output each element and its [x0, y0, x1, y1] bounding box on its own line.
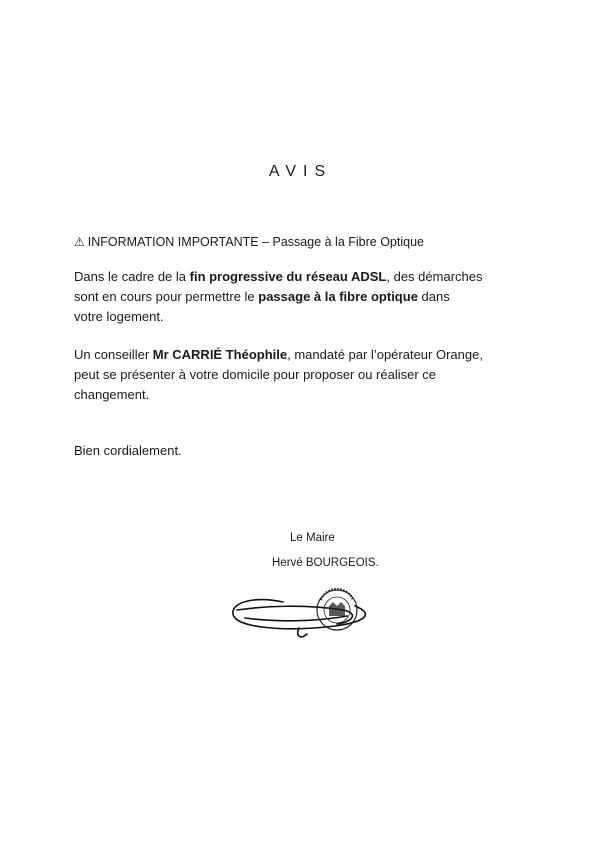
text-fragment: Dans le cadre de la	[74, 269, 190, 284]
handwritten-signature	[233, 600, 366, 637]
signatory-name: Hervé BOURGEOIS.	[272, 557, 379, 569]
warning-icon: ⚠	[74, 235, 85, 249]
paragraph-advisor	[74, 345, 554, 405]
text-fragment: sont en cours pour permettre le	[74, 289, 259, 304]
info-dash: –	[258, 235, 273, 249]
signatory-role: Le Maire	[290, 532, 335, 544]
text-fragment: votre logement.	[74, 309, 164, 324]
text-fragment: , des démarches	[386, 269, 483, 284]
important-info-line	[74, 235, 424, 249]
signature-and-stamp	[225, 588, 385, 658]
text-fragment: dans	[417, 289, 450, 304]
text-fragment: changement.	[74, 387, 150, 402]
info-subject: Passage à la Fibre Optique	[272, 235, 424, 249]
closing-line: Bien cordialement.	[74, 443, 182, 458]
text-fragment: peut se présenter à votre domicile pour proposer ou réaliser ce	[74, 367, 437, 382]
notice-title: AVIS	[268, 163, 333, 180]
text-fragment: , mandaté par l’opérateur Orange,	[287, 347, 483, 362]
paragraph-adsl	[74, 267, 554, 327]
text-fragment: Un conseiller	[74, 347, 153, 362]
bold-fragment: passage à la fibre optique	[258, 289, 418, 304]
bold-fragment: fin progressive du réseau ADSL	[189, 269, 387, 284]
bold-fragment: Mr CARRIÉ Théophile	[152, 347, 288, 362]
info-label: INFORMATION IMPORTANTE	[87, 235, 259, 249]
